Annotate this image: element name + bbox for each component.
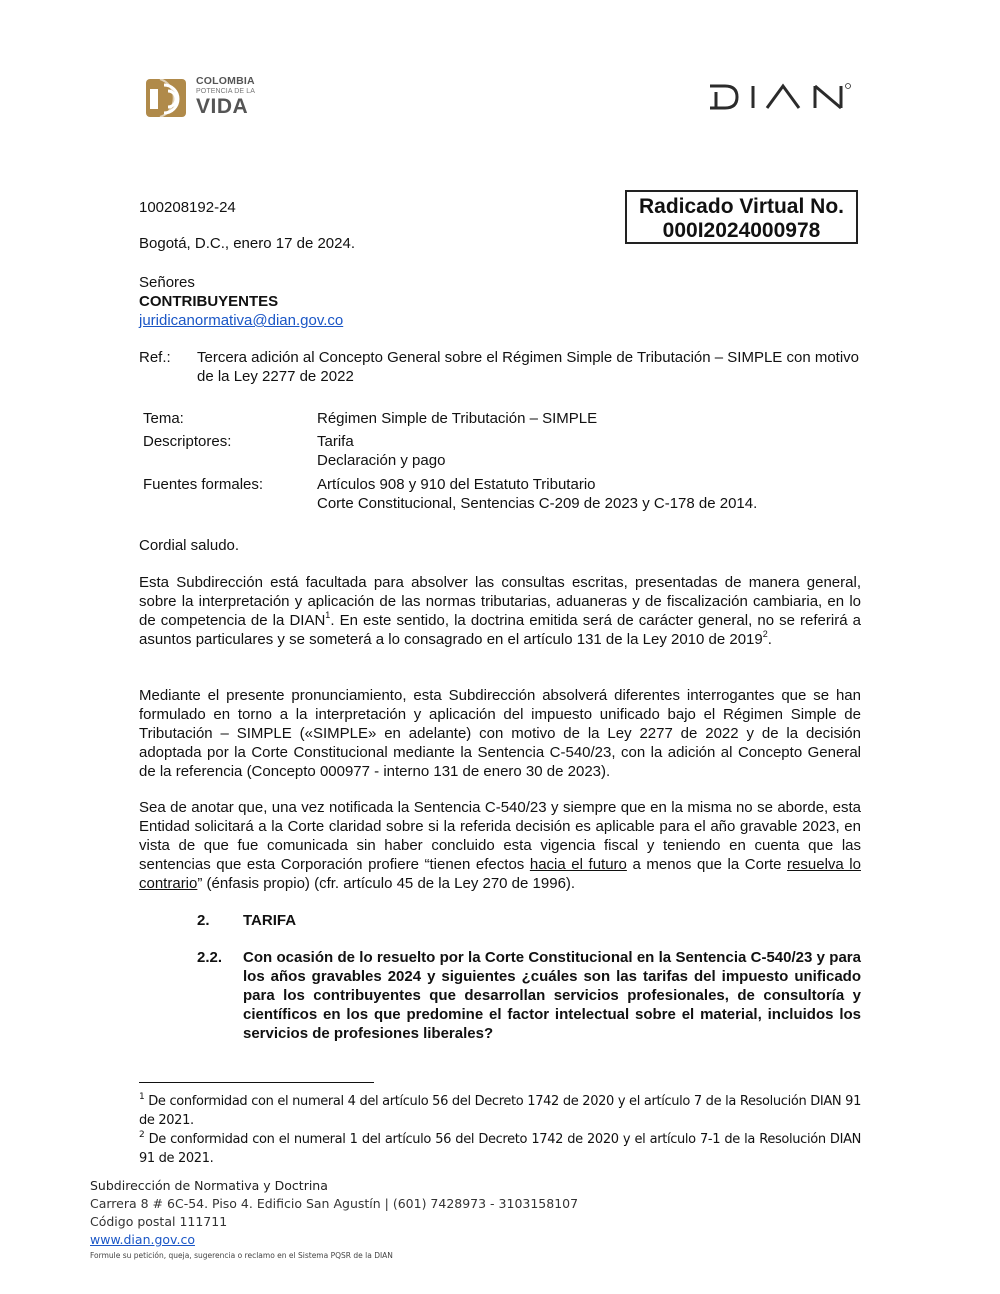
recipient-email-link[interactable]: juridicanormativa@dian.gov.co: [139, 312, 344, 329]
ref-text: Tercera adición al Concepto General sobre el Régimen Simple de Tributación – SIMPLE con motivo de la Ley 2277 de 2022: [197, 349, 860, 385]
subsection-question: Con ocasión de lo resuelto por la Corte Constitucional en la Sentencia C-540/23 y para los años gravables 2024 y siguientes ¿cuáles son las tarifas del impuesto unificado para los contribuyentes que desarrollan servicios profesionales, de consultoría y científicos en los que predomine el factor intelectual sobre el material, incluidos los servicios de profesiones liberales?: [243, 949, 861, 1042]
paragraph-2: Mediante el presente pronunciamiento, esta Subdirección absolverá diferentes interrogantes que se han formulado en torno a la interpretación y aplicación del impuesto unificado bajo el Régimen Simple de Tributación – SIMPLE («SIMPLE» en adelante) con motivo de la Ley 2277 de 2022 y de la decisión adoptada por la Corte Constitucional mediante la Sentencia C-540/23, con la adición al Concepto General de la referencia (Concepto 000977 - interno 131 de enero 30 de 2023).: [139, 687, 861, 780]
tema-value: Régimen Simple de Tributación – SIMPLE: [317, 410, 598, 427]
footer-office: Subdirección de Normativa y Doctrina: [90, 1178, 328, 1193]
descriptores-value-2: Declaración y pago: [317, 452, 446, 469]
colombia-logo-mark-icon: [146, 75, 190, 119]
radicado-box: [625, 190, 858, 244]
place-date: Bogotá, D.C., enero 17 de 2024.: [139, 235, 355, 252]
colombia-potencia-logo: [146, 73, 264, 119]
logo-text-vida: VIDA: [196, 95, 249, 118]
logo-text-colombia: COLOMBIA: [196, 75, 255, 87]
subsection-number: 2.2.: [197, 949, 223, 966]
footnote-ref-2[interactable]: 2: [762, 629, 768, 639]
footer-postal: Código postal 111711: [90, 1214, 228, 1229]
paragraph-3: Sea de anotar que, una vez notificada la Sentencia C-540/23 y siempre que en la misma no se aborde, esta Entidad solicitará a la Corte claridad sobre si la referida decisión es aplicable para el año gravable 2023, en vista de que fue comunicada sin haber concluido esta vigencia fiscal y teniendo en cuenta que las sentencias que esta Corporación profiere “tienen efectos hacia el futuro a menos que la Corte resuelva lo contrario” (énfasis propio) (cfr. artículo 45 de la Ley 270 de 1996).: [139, 799, 861, 892]
radicado-label: Radicado Virtual No.: [639, 195, 844, 218]
emphasis-hacia-el-futuro: hacia el futuro: [529, 856, 627, 873]
fuentes-value-1: Artículos 908 y 910 del Estatuto Tributario: [317, 476, 596, 493]
footnote-divider: [139, 1082, 374, 1083]
section-title: TARIFA: [243, 912, 297, 929]
fuentes-label: Fuentes formales:: [143, 476, 264, 493]
fuentes-value-2: Corte Constitucional, Sentencias C-209 de 2023 y C-178 de 2014.: [317, 495, 758, 512]
greeting: Cordial saludo.: [139, 537, 240, 554]
footnote-ref-1[interactable]: 1: [325, 610, 331, 620]
footer-web-link[interactable]: www.dian.gov.co: [90, 1232, 195, 1247]
footnote-2: $^2$ De conformidad con el numeral 1 del artículo 56 del Decreto 1742 de 2020 y el artículo 7-1 de la Resolución DIAN 91 de 2021.: [139, 1129, 861, 1166]
descriptores-value-1: Tarifa: [317, 433, 354, 450]
paragraph-1: Esta Subdirección está facultada para absolver las consultas escritas, presentadas de manera general, sobre la interpretación y aplicación de las normas tributarias, aduaneras y de fiscalización cambiaria, en lo de competencia de la DIAN$^1$. En este sentido, la doctrina emitida será de carácter general, no se referirá a asuntos particulares y se someterá a lo consagrado en el artículo 131 de la Ley 2010 de 2019$^2$.: [139, 574, 861, 648]
salutation-to: Señores: [139, 274, 195, 291]
logo-text-potencia: POTENCIA DE LA: [196, 88, 255, 95]
dian-logo: [707, 82, 853, 112]
ref-label: Ref.:: [139, 349, 171, 366]
section-number: 2.: [197, 912, 210, 929]
recipient: CONTRIBUYENTES: [139, 293, 279, 310]
footer-address: Carrera 8 # 6C-54. Piso 4. Edificio San Agustín | (601) 7428973 - 3103158107: [90, 1196, 579, 1211]
descriptores-label: Descriptores:: [143, 433, 232, 450]
emphasis-resuelva-lo-contrario: resuelva lo contrario: [139, 856, 861, 892]
footer-pqsr-note: Formule su petición, queja, sugerencia o reclamo en el Sistema PQSR de la DIAN: [90, 1251, 393, 1260]
tema-label: Tema:: [143, 410, 184, 427]
radicado-number: 000I2024000978: [662, 219, 821, 242]
footnote-1: $^1$ De conformidad con el numeral 4 del artículo 56 del Decreto 1742 de 2020 y el artículo 7 de la Resolución DIAN 91 de 2021.: [139, 1091, 861, 1128]
letter-number: 100208192-24: [139, 199, 236, 216]
